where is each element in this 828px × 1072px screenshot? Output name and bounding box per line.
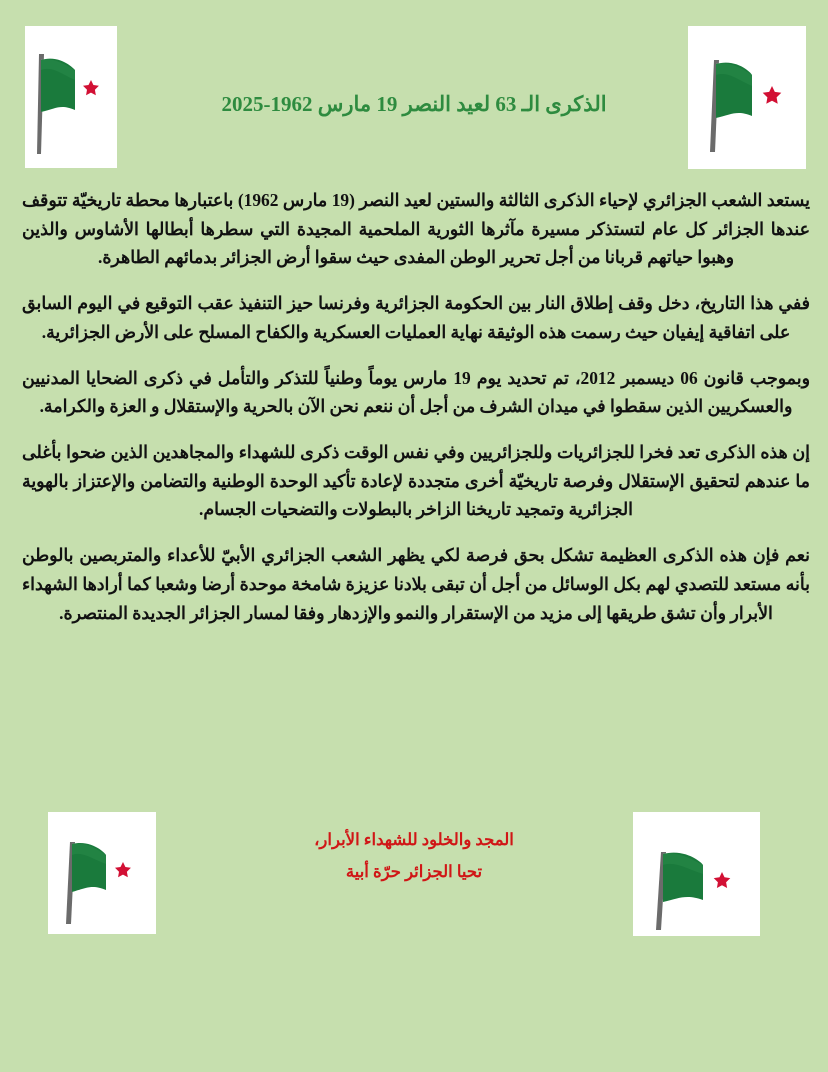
paragraph-3: وبموجب قانون 06 ديسمبر 2012، تم تحديد يوم 19 مارس يوماً وطنياً للتذكر والتأمل في ذكرى الضحايا المدنيين والعسكريين الذين سقطوا في ميدان الشرف من أجل أن ننعم نحن الآن بالحرية والإستقلال و العزة والكرامة. — [22, 367, 810, 417]
paragraph-4: إن هذه الذكرى تعد فخرا للجزائريات وللجزائريين وفي نفس الوقت ذكرى للشهداء والمجاهدين الذين ضحوا بأغلى ما عندهم لتحقيق الإستقلال وفرصة تاريخيّة أخرى متجددة لإعادة تأكيد الوحدة الوطنية والتضامن والإعتزاز بالهوية الجزائرية وتمجيد تاريخنا الزاخر بالبطولات والتضحيات الجسام. — [22, 442, 810, 520]
paragraph-5: نعم فإن هذه الذكرى العظيمة تشكل بحق فرصة لكي يظهر الشعب الجزائري الأبيّ للأعداء والمتربصين بالوطن بأنه مستعد للتصدي لهم بكل الوسائل من أجل أن تبقى بلادنا عزيزة شامخة موحدة أرضا وشعبا كما أرادها الشهداء الأبرار وأن تشق طريقها إلى مزيد من الإستقرار والنمو والإزدهار وفقا لمسار الجزائر الجديدة المنتصرة. — [22, 545, 810, 623]
paragraph-2: ففي هذا التاريخ، دخل وقف إطلاق النار بين الحكومة الجزائرية وفرنسا حيز التنفيذ عقب التوقيع في اليوم السابق على اتفاقية إيفيان حيث رسمت هذه الوثيقة نهاية العمليات العسكرية والكفاح المسلح على الأرض الجزائرية. — [22, 293, 810, 342]
footer-slogan-1: المجد والخلود للشهداء الأبرار، — [314, 830, 514, 849]
paragraph-1: يستعد الشعب الجزائري لإحياء الذكرى الثالثة والستين لعيد النصر (19 مارس 1962) باعتبارها محطة تاريخيّة تتوقف عندها الجزائر كل عام لتستذكر مسيرة مآثرها الثورية الملحمية المجيدة التي سطرها أبطالها الأشاوس والذين وهبوا حياتهم قربانا من أجل تحرير الوطن المفدى حيث سقوا أرض الجزائر بدمائهم الطاهرة. — [22, 190, 810, 268]
document-header — [0, 0, 828, 178]
footer-slogans — [0, 824, 828, 888]
footer-slogan-2: تحيا الجزائر حرّة أبية — [345, 862, 483, 882]
page-title: الذكرى الـ 63 لعيد النصر 19 مارس 1962-2025 — [221, 92, 607, 116]
document-body — [22, 186, 810, 627]
